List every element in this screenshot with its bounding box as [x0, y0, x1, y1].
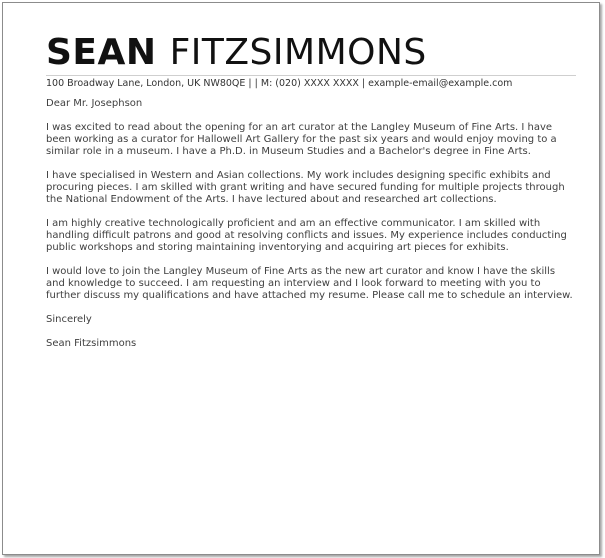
- closing: Sincerely: [46, 314, 92, 325]
- sender-name: [46, 33, 576, 73]
- letter-content: [46, 33, 576, 362]
- sender-first-name: SEAN: [46, 32, 157, 73]
- letter-page: [2, 2, 600, 555]
- body-paragraph-3: I am highly creative technologically proficient and am an effective communicator. I am skilled with handling difficult patrons and good at resolving conflicts and issues. My experience includes conducting public workshops and storing maintaining inventorying and acquiring art pieces for exhibits.: [46, 218, 567, 253]
- contact-line: 100 Broadway Lane, London, UK NW80QE | | M: (020) XXXX XXXX | example-email@example.com: [46, 75, 576, 89]
- body-paragraph-2: I have specialised in Western and Asian collections. My work includes designing specific exhibits and procuring pieces. I am skilled with grant writing and have secured funding for multiple projects through the National Endowment of the Arts. I have lectured about and researched art collections.: [46, 170, 565, 205]
- signature-name: Sean Fitzsimmons: [46, 338, 137, 349]
- sender-last-name: FITZSIMMONS: [169, 32, 427, 73]
- salutation: Dear Mr. Josephson: [46, 98, 143, 109]
- letter-body: [46, 98, 576, 350]
- body-paragraph-4: I would love to join the Langley Museum of Fine Arts as the new art curator and know I have the skills and knowledge to succeed. I am requesting an interview and I look forward to meeting with you to further discuss my qualifications and have attached my resume. Please call me to schedule an interview.: [46, 266, 573, 301]
- body-paragraph-1: I was excited to read about the opening for an art curator at the Langley Museum of Fine Arts. I have been working as a curator for Hallowell Art Gallery for the past six years and would enjoy moving to a similar role in a museum. I have a Ph.D. in Museum Studies and a Bachelor's degree in Fine Arts.: [46, 122, 557, 157]
